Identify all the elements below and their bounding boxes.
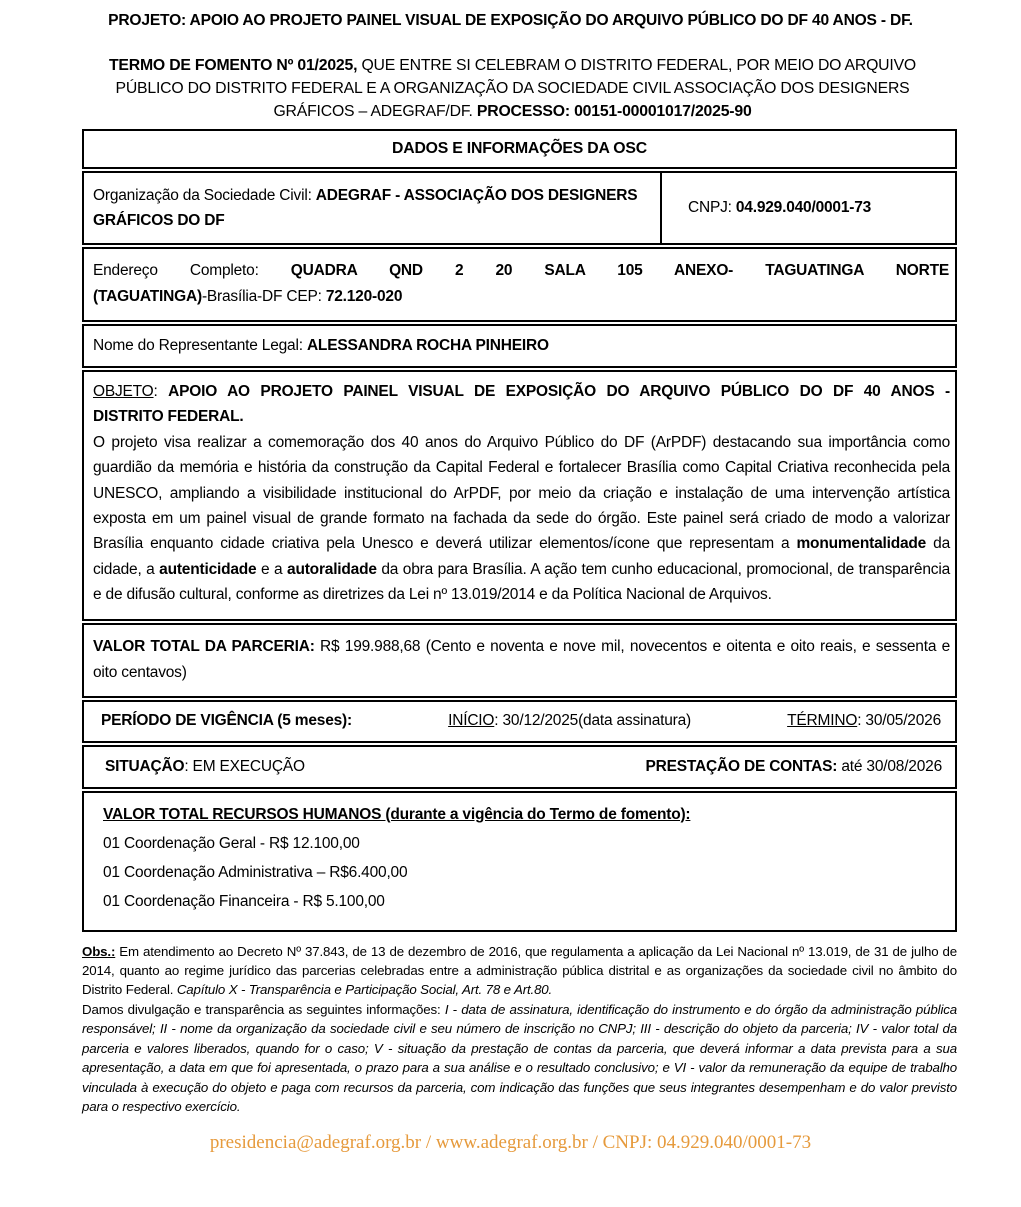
objeto-bold-autenticidade: autenticidade	[159, 560, 257, 578]
row-situacao	[82, 745, 957, 789]
obs-label: Obs.:	[82, 943, 116, 959]
objeto-title-text1: APOIO AO PROJETO PAINEL VISUAL DE EXPOSIÇÃO DO ARQUIVO PÚBLICO DO DF 40 ANOS -	[168, 383, 950, 400]
endereco-line1-value: QUADRA QND 2 20 SALA 105 ANEXO- TAGUATINGA NORTE	[290, 262, 949, 279]
objeto-title-line2: DISTRITO FEDERAL.	[93, 408, 244, 426]
intro-body: QUE ENTRE SI CELEBRAM O DISTRITO FEDERAL, POR MEIO DO ARQUIVO PÚBLICO DO DISTRITO FEDERAL E A ORGANIZAÇÃO DA SOCIEDADE CIVIL ASSOCIAÇÃO DOS DESIGNERS GRÁFICOS – ADEGRAF/DF.	[115, 57, 917, 120]
situacao-label: SITUAÇÃO	[105, 757, 185, 775]
obs-paragraph-2	[82, 1000, 957, 1116]
objeto-body-1: O projeto visa realizar a comemoração dos 40 anos do Arquivo Público do DF (ArPDF) destacando sua importância como guardião da memória e história da construção da Capital Federal e fortalecer Brasília como Capital Criativa reconhecida pela UNESCO, ampliando a visibilidade institucional do ArPDF, por meio da criação e instalação de uma intervenção artística exposta em um painel visual de grande formato na fachada da sede do órgão. Este painel será criado de modo a valorizar Brasília enquanto cidade criativa pela Unesco e deverá utilizar elementos/ícone que representam a	[93, 433, 950, 553]
endereco-label: Endereço Completo:	[93, 262, 291, 279]
objeto-body-4: da obra para Brasília. A ação tem cunho educacional, promocional, de transparência e de difusão cultural, conforme as diretrizes da Lei nº 13.019/2014 e da Política Nacional de Arquivos.	[93, 560, 950, 604]
cnpj-label: CNPJ:	[688, 199, 736, 216]
valor-total-label: VALOR TOTAL DA PARCERIA:	[93, 637, 315, 655]
table-section-header	[82, 129, 957, 169]
endereco-line2-mid: -Brasília-DF CEP:	[201, 288, 326, 305]
prestacao-value: até 30/08/2026	[837, 757, 942, 775]
endereco-line2	[93, 284, 949, 310]
page-title: PROJETO: APOIO AO PROJETO PAINEL VISUAL DE EXPOSIÇÃO DO ARQUIVO PÚBLICO DO DF 40 ANOS - DF.	[108, 12, 913, 29]
list-item: 01 Coordenação Financeira - R$ 5.100,00	[103, 892, 385, 910]
termino-label: TÉRMINO	[787, 712, 858, 730]
endereco-cep: 72.120-020	[325, 288, 403, 305]
footer-contact-line: presidencia@adegraf.org.br / www.adegraf.org.br / CNPJ: 04.929.040/0001-73	[209, 1132, 812, 1154]
obs-text-1: Em atendimento ao Decreto Nº 37.843, de 13 de dezembro de 2016, que regulamenta a aplicação da Lei Nacional nº 13.019, de 31 de julho de 2014, quanto ao regime jurídico das parcerias celebradas entre a administração pública distrital e as organizações da sociedade civil no âmbito do Distrito Federal.	[82, 943, 957, 998]
inicio-value: : 30/12/2025(data assinatura)	[494, 712, 691, 730]
objeto-label: OBJETO	[93, 383, 154, 400]
organizacao-label: Organização da Sociedade Civil:	[93, 187, 316, 204]
prestacao-text	[645, 758, 942, 776]
objeto-body-2: da cidade, a	[93, 535, 950, 578]
row-representante	[82, 324, 957, 368]
objeto-bold-monumentalidade: monumentalidade	[796, 535, 927, 553]
obs-italic-1: Capítulo X - Transparência e Participação Social, Art. 78 e Art.80.	[176, 982, 553, 998]
cnpj-text	[688, 199, 871, 217]
vigencia-termino	[787, 712, 941, 730]
endereco-line1	[93, 258, 949, 284]
situacao-text	[105, 758, 305, 776]
objeto-body-3: e a	[256, 560, 288, 578]
row-recursos-humanos	[82, 791, 957, 932]
objeto-title-line1	[93, 379, 950, 404]
prestacao-label: PRESTAÇÃO DE CONTAS:	[645, 757, 838, 775]
list-item: 01 Coordenação Administrativa – R$6.400,00	[103, 863, 408, 881]
objeto-bold-autoralidade: autoralidade	[287, 560, 377, 578]
objeto-separator: :	[153, 383, 169, 400]
obs-italic-2: I - data de assinatura, identificação do instrumento e do órgão da administração pública responsável; II - nome da organização da sociedade civil e seu número de inscrição no CNPJ; III - descrição do objeto da parceria; IV - valor total da parceria e valores liberados, quando for o caso; V - situação da prestação de contas da parceria, que deverá informar a data prevista para a sua apresentação, a data em que foi apresentada, o prazo para a sua análise e o resultado conclusivo; e VI - valor da remuneração da equipe de trabalho vinculada à execução do objeto e paga com recursos da parceria, com indicação das funções que seus integrantes desempenham e do valor previsto para o respectivo exercício.	[82, 1001, 957, 1114]
cell-organizacao	[84, 173, 660, 243]
row-organizacao	[82, 171, 957, 245]
vigencia-label-text: PERÍODO DE VIGÊNCIA (5 meses):	[101, 712, 352, 730]
termino-value: : 30/05/2026	[857, 712, 941, 730]
valor-total-value: R$ 199.988,68 (Cento e noventa e nove mil, novecentos e oitenta e oito reais, e sessenta e oito centavos)	[93, 637, 951, 681]
list-item: 01 Coordenação Geral - R$ 12.100,00	[103, 834, 360, 852]
observations-note	[82, 942, 957, 1117]
row-objeto	[82, 370, 957, 621]
row-valor-total	[82, 623, 957, 698]
vigencia-label	[101, 712, 352, 730]
obs-text-2: Damos divulgação e transparência as seguintes informações:	[82, 1001, 445, 1017]
row-vigencia	[82, 700, 957, 743]
obs-paragraph-1	[82, 942, 957, 1000]
vigencia-inicio	[448, 712, 691, 730]
inicio-label: INÍCIO	[448, 712, 495, 730]
intro-paragraph	[84, 54, 941, 123]
organizacao-value: ADEGRAF - ASSOCIAÇÃO DOS DESIGNERS GRÁFICOS DO DF	[93, 187, 638, 229]
termo-number: TERMO DE FOMENTO Nº 01/2025,	[108, 57, 358, 74]
situacao-value: : EM EXECUÇÃO	[184, 757, 305, 775]
cell-cnpj	[660, 173, 955, 243]
osc-info-table	[82, 129, 957, 932]
section-title: DADOS E INFORMAÇÕES DA OSC	[392, 140, 647, 157]
representante-label: Nome do Representante Legal:	[93, 337, 307, 354]
representante-value: ALESSANDRA ROCHA PINHEIRO	[306, 337, 549, 354]
recursos-humanos-title: VALOR TOTAL RECURSOS HUMANOS (durante a vigência do Termo de fomento):	[103, 805, 691, 823]
process-number: PROCESSO: 00151-00001017/2025-90	[476, 103, 752, 120]
endereco-line2-bold: (TAGUATINGA)	[93, 288, 202, 305]
cnpj-value: 04.929.040/0001-73	[735, 199, 872, 216]
objeto-description	[93, 430, 950, 608]
row-endereco	[82, 247, 957, 322]
